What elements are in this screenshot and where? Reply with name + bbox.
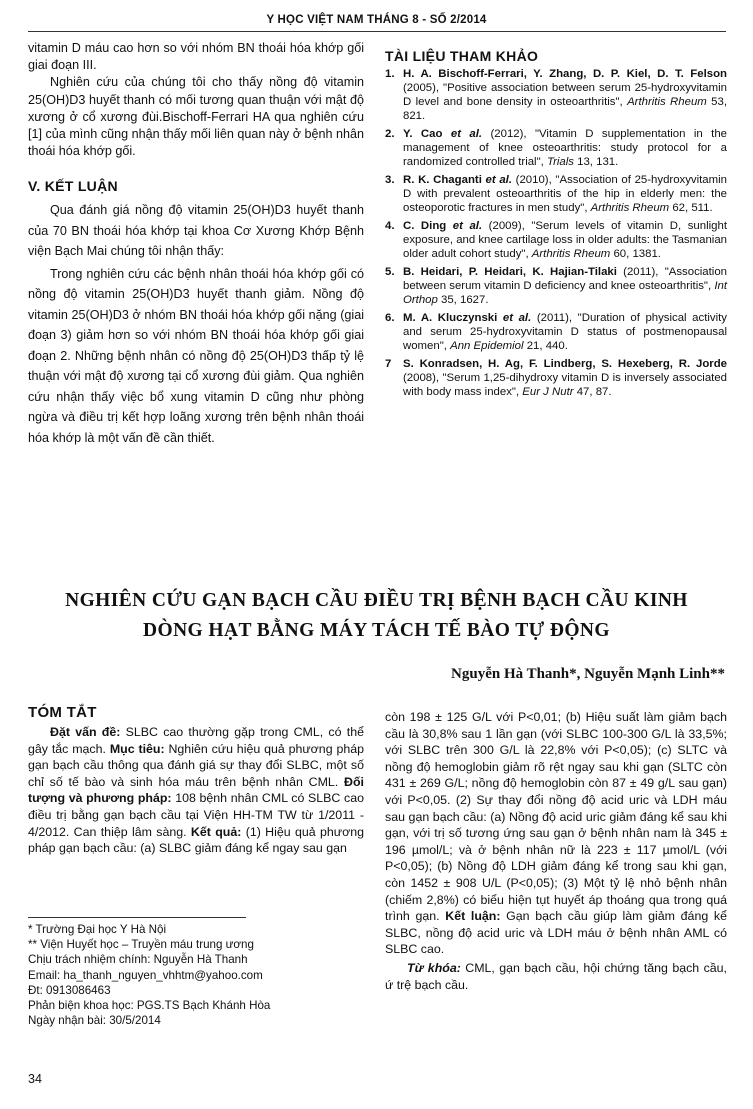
reference-number: 5. <box>385 266 395 278</box>
abstract-section-text: Nghiên cứu hiệu quả phương pháp gạn bạch cầu thông qua đánh giá sự thay đổi SLBC, một số chỉ số tế bào và sinh hóa máu trên bệnh nhân CML. <box>28 741 365 789</box>
running-header: Y HỌC VIỆT NAM THÁNG 8 - SỐ 2/2014 <box>266 14 487 26</box>
reference-text <box>403 67 727 123</box>
reference-authors: Y. Cao <box>403 128 443 140</box>
reference-number: 7 <box>385 358 392 370</box>
reference-journal: Trials <box>546 156 574 168</box>
footnote-line: ** Viện Huyết học – Truyền máu trung ương <box>28 938 254 952</box>
reference-volume: 21, 440. <box>523 340 568 352</box>
reference-text <box>403 311 727 353</box>
reference-etal: et al. <box>481 174 512 186</box>
reference-authors: S. Konradsen, H. Ag, F. Lindberg, S. Hexeberg, R. Jorde <box>403 358 727 370</box>
reference-authors: M. A. Kluczynski <box>403 312 498 324</box>
reference-volume: 60, 1381. <box>610 248 661 260</box>
keywords-text: CML, gạn bạch cầu, hội chứng tăng bạch cầu, ứ trệ bạch cầu. <box>385 960 728 992</box>
abstract-text-left <box>28 724 364 857</box>
footnote-line: Phản biện khoa học: PGS.TS Bạch Khánh Hòa <box>28 999 271 1013</box>
article-title-line-2: DÒNG HẠT BẰNG MÁY TÁCH TẾ BÀO TỰ ĐỘNG <box>143 620 610 641</box>
abstract-conclusion-text: Gạn bạch cầu giúp làm giảm đáng kể SLBC, nồng độ acid uric và LDH máu ở bệnh nhân AML có SLBC cao. <box>385 909 727 957</box>
discussion-continuation: vitamin D máu cao hơn so với nhóm BN thoái hóa khớp gối giai đoạn III. <box>28 41 364 73</box>
reference-journal: Eur J Nutr <box>522 386 574 398</box>
reference-item <box>385 219 727 261</box>
reference-authors: B. Heidari, P. Heidari, K. Hajian-Tilaki <box>403 266 617 278</box>
reference-volume: 47, 87. <box>573 386 612 398</box>
footnote-line: Đt: 0913086463 <box>28 983 111 997</box>
reference-list <box>385 67 727 399</box>
keywords-paragraph <box>385 960 727 993</box>
references-column <box>385 48 727 403</box>
reference-etal: et al. <box>497 312 532 324</box>
abstract-text-right <box>385 709 727 958</box>
reference-etal: et al. <box>446 220 483 232</box>
footnote-rule <box>28 917 246 918</box>
prev-article-left-column <box>28 40 364 448</box>
reference-etal: et al. <box>442 128 483 140</box>
reference-text <box>403 219 727 261</box>
reference-volume: 53, 821. <box>403 96 727 122</box>
keywords-label: Từ khóa: <box>407 960 461 975</box>
reference-number: 6. <box>385 312 395 324</box>
page-number: 34 <box>28 1072 42 1086</box>
reference-text <box>403 357 727 399</box>
reference-title: (2009), "Serum levels of vitamin D, sunlight exposure, and knee cartilage loss in older adults: the Tasmanian older adult cohort study", <box>403 220 727 260</box>
reference-authors: R. K. Chaganti <box>403 174 482 186</box>
reference-journal: Int Orthop <box>403 280 727 306</box>
reference-journal: Ann Epidemiol <box>450 340 524 352</box>
abstract-right-column <box>385 709 727 993</box>
reference-journal: Arthritis Rheum <box>627 96 707 108</box>
reference-item <box>385 127 727 169</box>
reference-number: 4. <box>385 220 395 232</box>
article-authors: Nguyễn Hà Thanh*, Nguyễn Mạnh Linh** <box>451 666 725 682</box>
conclusion-heading: V. KẾT LUẬN <box>28 178 118 195</box>
conclusion-paragraph-2: Trong nghiên cứu các bệnh nhân thoái hóa khớp gối có nồng độ vitamin 25(OH)D3 huyết thanh giảm. Nồng độ vitamin 25(OH)D3 ở nhóm BN thoái hóa khớp gối nặng (giai đoạn 3) giảm hơn so với nhóm BN thoái hóa khớp gối giai đoạn 2. Những bệnh nhân có nồng độ 25(OH)D3 thấp tỷ lệ thuận với mật độ xương tại cổ xương đùi giảm. Qua nghiên cứu nhận thấy việc bổ xung vitamin D cũng như phòng ngừa và điều trị kết hợp loãng xương trên bệnh nhân thoái hóa khớp là một vấn đề cần thiết. <box>28 266 364 445</box>
reference-number: 3. <box>385 174 395 186</box>
footnote-line: Chịu trách nhiệm chính: Nguyễn Hà Thanh <box>28 953 248 967</box>
reference-number: 2. <box>385 128 395 140</box>
reference-number: 1. <box>385 68 395 80</box>
reference-text <box>403 173 727 215</box>
reference-journal: Arthritis Rheum <box>590 202 670 214</box>
abstract-section-label: Kết quả: <box>190 824 242 839</box>
reference-text <box>403 127 727 169</box>
abstract-section-label: Đối tượng và phương pháp: <box>28 774 364 806</box>
reference-authors: H. A. Bischoff-Ferrari, Y. Zhang, D. P. Kiel, D. T. Felson <box>403 68 727 80</box>
reference-journal: Arthritis Rheum <box>531 248 611 260</box>
abstract-section-text: SLBC cao thường gặp trong CML, có thể gây tắc mạch. <box>28 725 364 756</box>
reference-title: (2012), "Vitamin D supplementation in the management of knee osteoarthritis: study protocol for a randomized controlled trial", <box>403 128 728 168</box>
footnote-line: * Trường Đại học Y Hà Nội <box>28 923 167 936</box>
footnotes <box>28 922 364 1028</box>
footnote-line: Ngày nhận bài: 30/5/2014 <box>28 1014 161 1028</box>
references-heading: TÀI LIỆU THAM KHẢO <box>385 48 539 64</box>
abstract-left-column <box>28 704 364 857</box>
reference-authors: C. Ding <box>403 220 447 232</box>
conclusion-paragraph-1: Qua đánh giá nồng độ vitamin 25(OH)D3 huyết thanh của 70 BN thoái hóa khớp tại khoa Cơ Xương Khớp Bệnh viện Bạch Mai chúng tôi nhận thấy: <box>28 203 364 259</box>
header-rule <box>28 31 726 32</box>
reference-volume: 62, 511. <box>669 202 713 214</box>
reference-title: (2008), "Serum 1,25-dihydroxy vitamin D is inversely associated with body mass index", <box>403 372 727 398</box>
reference-item <box>385 311 727 353</box>
footnote-line: Email: ha_thanh_nguyen_vhhtm@yahoo.com <box>28 968 263 982</box>
discussion-paragraph: Nghiên cứu của chúng tôi cho thấy nồng độ vitamin 25(OH)D3 huyết thanh có mối tương quan thuận với mật độ xương ở cổ xương đùi.Bischoff-Ferrari HA qua nghiên cứu [1] của mình cũng nhận thấy mối liên quan này ở bệnh nhân thoái hóa khớp gối. <box>28 75 364 159</box>
reference-item <box>385 173 727 215</box>
reference-title: (2005), "Positive association between serum 25-hydroxyvitamin D level and bone density in osteoarthritis", <box>403 82 727 108</box>
reference-title: (2011), "Duration of physical activity and serum 25-hydroxyvitamin D status of postmenopausal women", <box>403 312 727 352</box>
reference-item <box>385 357 727 399</box>
reference-volume: 13, 131. <box>573 156 619 168</box>
abstract-section-label: Đặt vấn đề: <box>50 725 121 739</box>
article-title-line-1: NGHIÊN CỨU GẠN BẠCH CẦU ĐIỀU TRỊ BỆNH BẠCH CẦU KINH <box>65 590 688 611</box>
reference-item <box>385 265 727 307</box>
abstract-section-label: Mục tiêu: <box>109 741 165 756</box>
reference-text <box>403 265 727 307</box>
abstract-results-text: còn 198 ± 125 G/L với P<0,01; (b) Hiệu suất làm giảm bạch cầu là 30,8% sau 1 lần gạn (với SLBC 100-300 G/L là 33,5%; với SLBC trên 300 G/L là 22,8% với P<0,05); (c) SLTC và nồng độ hemoglobin giảm rõ rệt ngay sau khi gạn (SLTC còn 431 ± 269 G/L; nồng độ hemoglobin còn 87 ± 49 g/L sau gạn) với P<0,05. (2) Sự thay đổi nồng độ acid uric và LDH máu sau gạn bạch cầu: (a) Nồng độ acid uric giảm đáng kể sau khi gạn, với trị số tương ứng sau gạn ở bệnh nhân nam là 345 ± 196 µmol/L; và ở bệnh nhân nữ là 223 ± 117 µmol/L (với P<0,05); (b) Nồng độ LDH giảm đáng kể trong sau khi gạn, còn 1452 ± 908 U/L (P<0,05); (3) Một tỷ lệ nhỏ bệnh nhân (chiếm 2,8%) có biểu hiện tụt huyết áp thoáng qua trong quá trình gạn. <box>385 710 727 924</box>
reference-title: (2011), "Association between serum vitamin D deficiency and knee osteoarthritis", <box>403 266 727 292</box>
abstract-conclusion-label: Kết luận: <box>445 909 501 924</box>
reference-item <box>385 67 727 123</box>
abstract-section-text: (1) Hiệu quả phương pháp gạn bạch cầu: (a) SLBC giảm đáng kể ngay sau gạn <box>28 824 364 856</box>
reference-title: (2010), "Association of 25-hydroxyvitamin D with prevalent osteoarthritis of the hip in elderly men: the osteoporotic fractures in men study", <box>403 174 727 214</box>
reference-volume: 35, 1627. <box>437 294 489 306</box>
abstract-heading: TÓM TẮT <box>28 704 97 721</box>
abstract-section-text: 108 bệnh nhân CML có SLBC cao điều trị bằng gạn bạch cầu tại Viện HH-TM TW từ 1/2011 - 4/2012. Can thiệp lâm sàng. <box>28 791 364 839</box>
